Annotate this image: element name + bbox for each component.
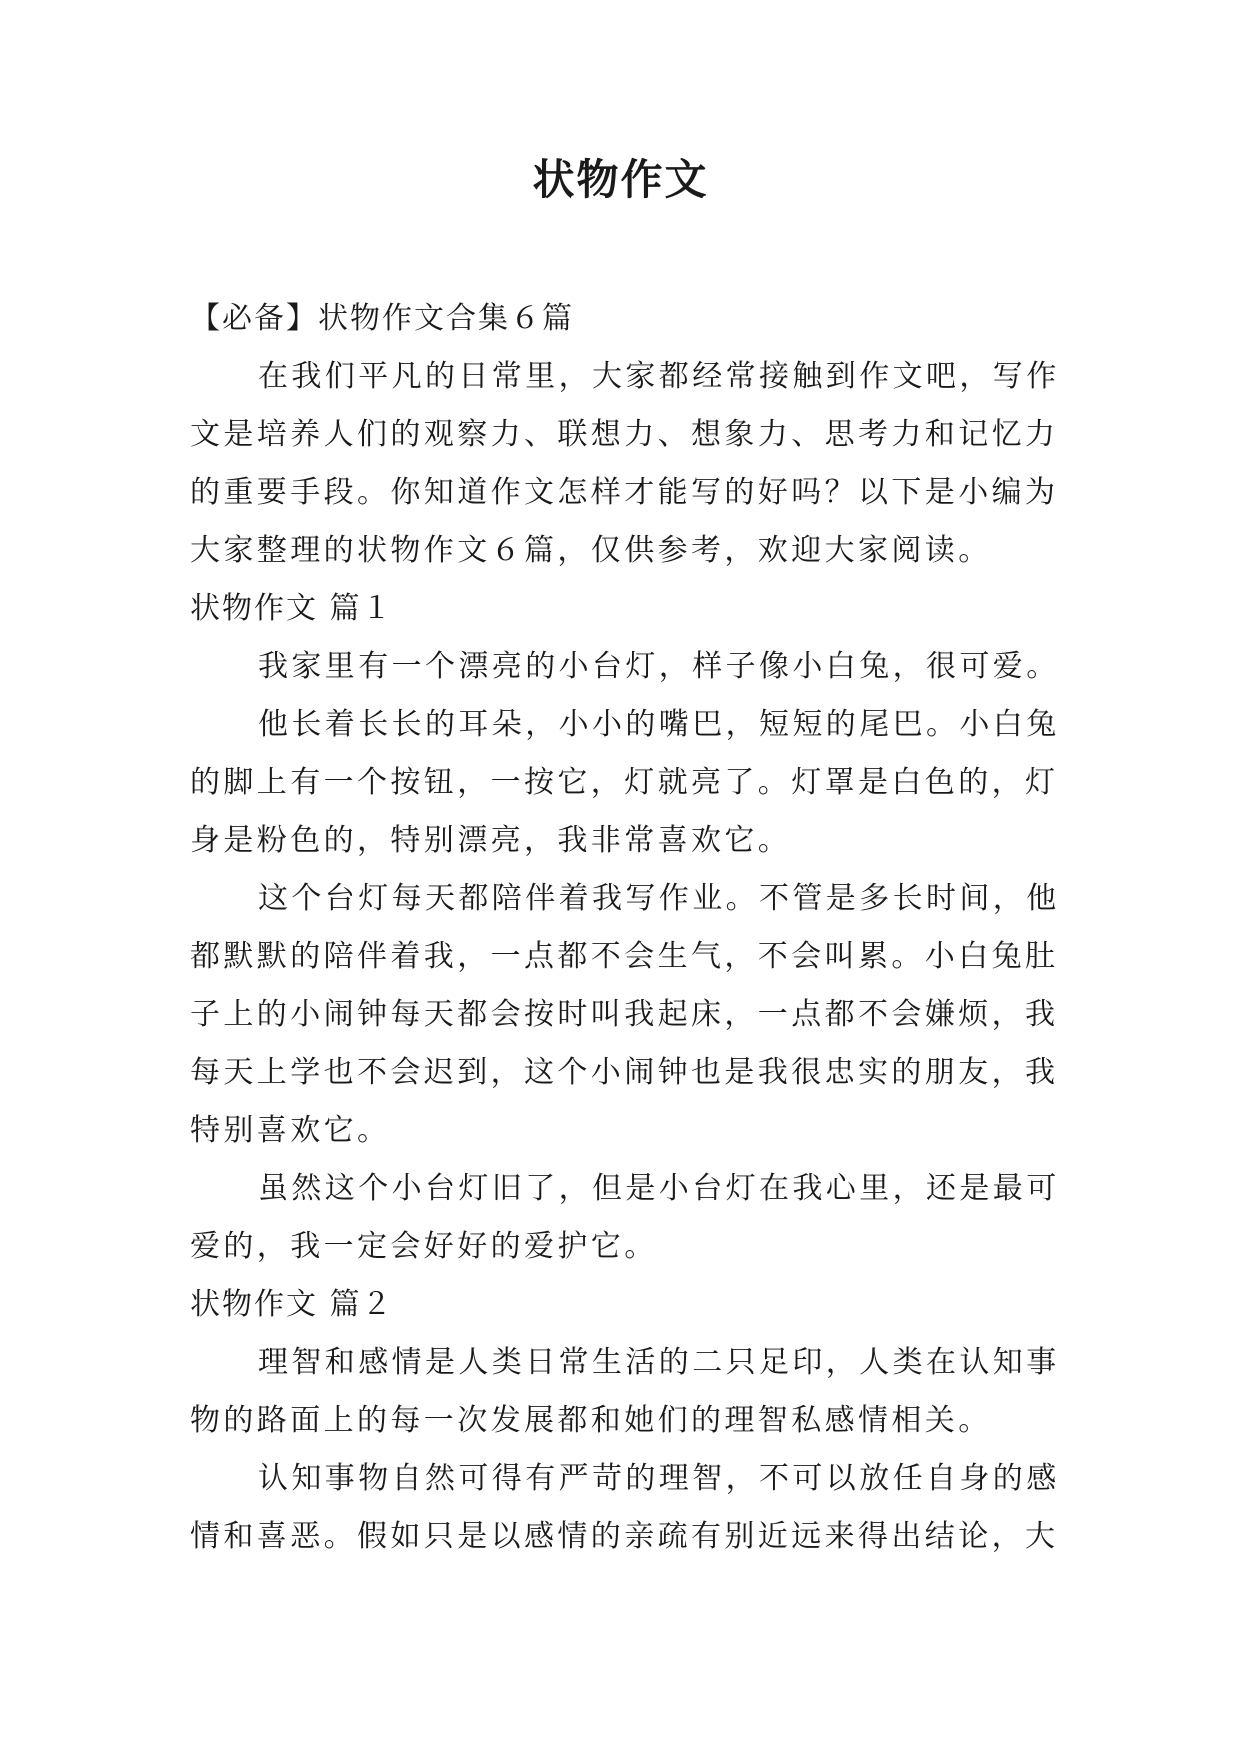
section-heading: 状物作文 篇２ xyxy=(190,1287,394,1322)
text-line: 物的路面上的每一次发展都和她们的理智私感情相关。 xyxy=(190,1403,992,1438)
text-line: 身是粉色的，特别漂亮，我非常喜欢它。 xyxy=(190,823,792,858)
text-line: 特别喜欢它。 xyxy=(190,1113,391,1148)
section-heading: 状物作文 篇１ xyxy=(190,591,394,626)
text-line: 大家整理的状物作文６篇，仅供参考，欢迎大家阅读。 xyxy=(190,533,992,568)
text-line: 虽然这个小台灯旧了，但是小台灯在我心里，还是最可 xyxy=(258,1171,1060,1206)
text-line: 爱的，我一定会好好的爱护它。 xyxy=(190,1229,658,1264)
document-title: 状物作文 xyxy=(532,155,709,204)
text-line: 在我们平凡的日常里，大家都经常接触到作文吧，写作 xyxy=(258,359,1060,394)
text-line: 每天上学也不会迟到，这个小闹钟也是我很忠实的朋友，我 xyxy=(190,1055,1059,1090)
text-line: 的重要手段。你知道作文怎样才能写的好吗？以下是小编为 xyxy=(190,475,1059,510)
document-body xyxy=(190,290,1060,1566)
text-line: 理智和感情是人类日常生活的二只足印，人类在认知事 xyxy=(258,1345,1060,1380)
text-line: 都默默的陪伴着我，一点都不会生气，不会叫累。小白兔肚 xyxy=(190,939,1059,974)
text-line: 这个台灯每天都陪伴着我写作业。不管是多长时间，他 xyxy=(258,881,1060,916)
text-line: 他长着长长的耳朵，小小的嘴巴，短短的尾巴。小白兔 xyxy=(258,707,1060,742)
text-line: 的脚上有一个按钮，一按它，灯就亮了。灯罩是白色的，灯 xyxy=(190,765,1059,800)
text-line: 认知事物自然可得有严苛的理智，不可以放任自身的感 xyxy=(258,1461,1060,1496)
text-line: 情和喜恶。假如只是以感情的亲疏有别近远来得出结论，大 xyxy=(190,1519,1059,1554)
text-line: 子上的小闹钟每天都会按时叫我起床，一点都不会嫌烦，我 xyxy=(190,997,1059,1032)
section-heading: 【必备】状物作文合集６篇 xyxy=(190,301,574,336)
text-line: 我家里有一个漂亮的小台灯，样子像小白兔，很可爱。 xyxy=(258,649,1060,684)
text-line: 文是培养人们的观察力、联想力、想象力、思考力和记忆力 xyxy=(190,417,1059,452)
